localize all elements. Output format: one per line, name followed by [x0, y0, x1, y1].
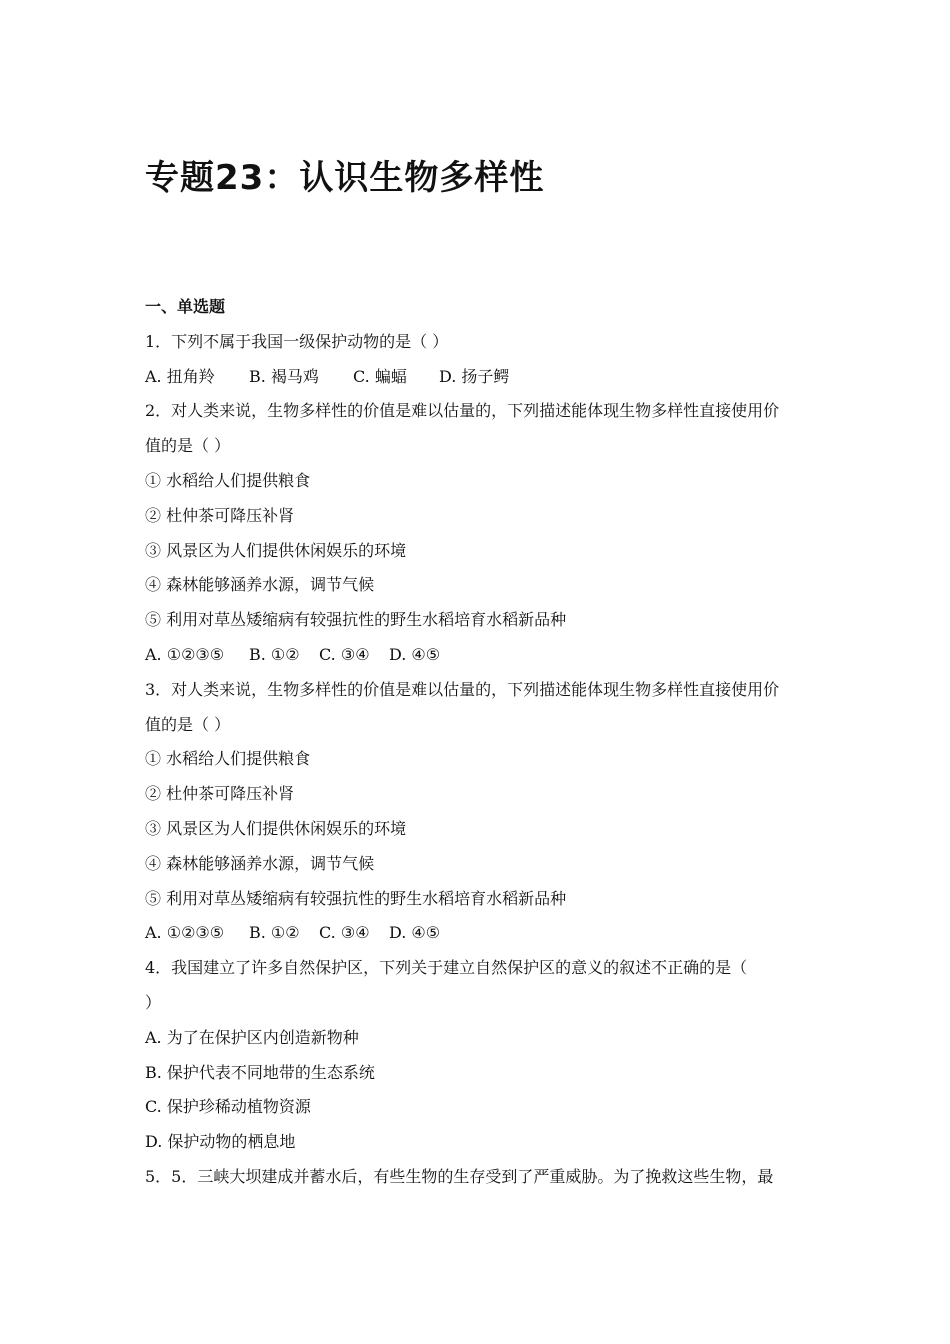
- question-1-options: [145, 360, 810, 395]
- question-3-item-4: ④ 森林能够涵养水源，调节气候: [145, 853, 375, 873]
- question-2-option-b: B. ①②: [249, 644, 300, 664]
- question-3-option-b: B. ①②: [249, 923, 300, 943]
- question-3-option-a: A. ①②③⑤: [145, 923, 225, 943]
- question-2-item-5: ⑤ 利用对草丛矮缩病有较强抗性的野生水稻培育水稻新品种: [145, 610, 567, 630]
- question-1-stem: 1．下列不属于我国一级保护动物的是（ ）: [145, 331, 449, 351]
- question-4-option-a: A. 为了在保护区内创造新物种: [145, 1027, 359, 1047]
- question-4-option-b: B. 保护代表不同地带的生态系统: [145, 1062, 375, 1082]
- question-4-stem-line1: 4．我国建立了许多自然保护区，下列关于建立自然保护区的意义的叙述不正确的是（: [145, 958, 748, 978]
- question-2-options: [145, 638, 810, 673]
- question-1-option-c: C. 蝙蝠: [353, 366, 407, 386]
- question-3-item-3: ③ 风景区为人们提供休闲娱乐的环境: [145, 818, 407, 838]
- question-3-options: [145, 916, 810, 951]
- document-title: 专题23：认识生物多样性: [145, 158, 545, 198]
- question-2-option-d: D. ④⑤: [389, 644, 441, 664]
- document-body: [145, 290, 810, 1195]
- question-2-option-a: A. ①②③⑤: [145, 644, 225, 664]
- question-1-option-d: D. 扬子鳄: [439, 366, 510, 386]
- question-5-stem-line1: 5．5．三峡大坝建成并蓄水后，有些生物的生存受到了严重威胁。为了挽救这些生物，最: [145, 1166, 774, 1186]
- question-3-item-1: ① 水稻给人们提供粮食: [145, 749, 311, 769]
- question-4-option-d: D. 保护动物的栖息地: [145, 1132, 296, 1152]
- question-3-option-d: D. ④⑤: [389, 923, 441, 943]
- question-4-option-c: C. 保护珍稀动植物资源: [145, 1097, 311, 1117]
- question-2-option-c: C. ③④: [319, 644, 370, 664]
- section-heading: 一、单选题: [145, 297, 226, 316]
- question-1-option-b: B. 褐马鸡: [249, 366, 319, 386]
- question-1-option-a: A. 扭角羚: [145, 366, 215, 386]
- question-2-item-4: ④ 森林能够涵养水源，调节气候: [145, 575, 375, 595]
- question-3-item-2: ② 杜仲茶可降压补肾: [145, 784, 295, 804]
- question-2-stem-line1: 2．对人类来说，生物多样性的价值是难以估量的，下列描述能体现生物多样性直接使用价: [145, 401, 780, 421]
- question-2-item-2: ② 杜仲茶可降压补肾: [145, 505, 295, 525]
- question-3-stem-line1: 3．对人类来说，生物多样性的价值是难以估量的，下列描述能体现生物多样性直接使用价: [145, 679, 780, 699]
- question-2-stem-line2: 值的是（ ）: [145, 436, 231, 456]
- question-2-item-1: ① 水稻给人们提供粮食: [145, 470, 311, 490]
- question-3-item-5: ⑤ 利用对草丛矮缩病有较强抗性的野生水稻培育水稻新品种: [145, 888, 567, 908]
- question-4-stem-line2: ）: [145, 992, 162, 1012]
- question-3-stem-line2: 值的是（ ）: [145, 714, 231, 734]
- question-3-option-c: C. ③④: [319, 923, 370, 943]
- question-2-item-3: ③ 风景区为人们提供休闲娱乐的环境: [145, 540, 407, 560]
